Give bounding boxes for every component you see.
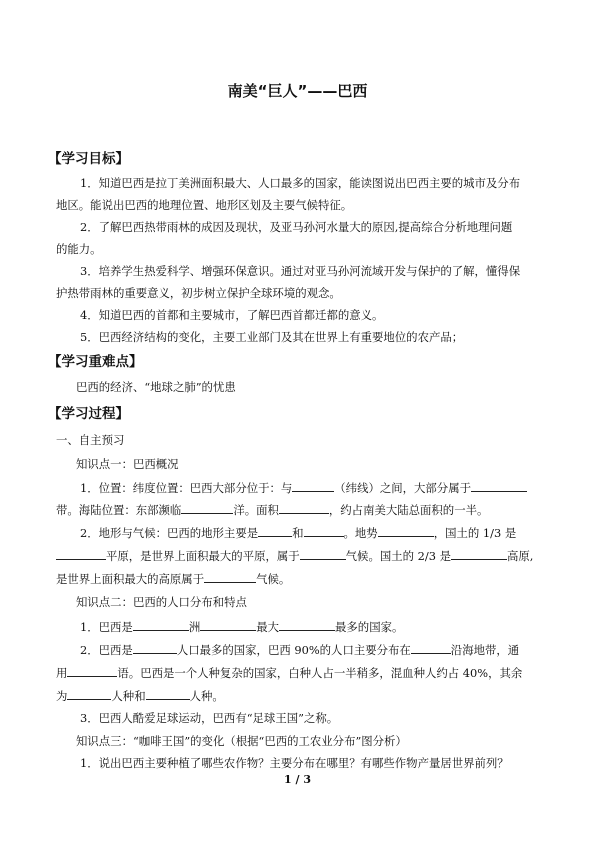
exercise-text: ，国土的 1/3 是 <box>433 526 517 540</box>
exercise-text: 平原，是世界上面积最大的平原，属于 <box>106 549 300 563</box>
fill-blank[interactable] <box>279 619 335 631</box>
exercise-text: 洋。面积 <box>233 503 279 517</box>
exercise-text: 人种。 <box>189 689 224 703</box>
exercise-text: 1．位置：纬度位置：巴西大部分位于：与 <box>80 481 293 495</box>
exercise-text: 和 <box>292 526 304 540</box>
goal-line: 3．培养学生热爱科学、增强环保意识。通过对亚马孙河流域开发与保护的了解，懂得保 <box>80 264 521 278</box>
fill-blank[interactable] <box>451 548 507 560</box>
exercise-line <box>80 480 527 495</box>
exercise-line <box>80 525 516 540</box>
exercise-line <box>80 619 403 634</box>
fill-blank[interactable] <box>304 525 344 537</box>
goal-line: 5．巴西经济结构的变化，主要工业部门及其在世界上有重要地位的农产品； <box>80 330 464 344</box>
fill-blank[interactable] <box>279 502 329 514</box>
fill-blank[interactable] <box>378 525 434 537</box>
exercise-text: 人口最多的国家，巴西 90%的人口主要分布在 <box>176 643 411 657</box>
exercise-text: 2．地形与气候：巴西的地形主要是 <box>80 526 259 540</box>
exercise-line: 3．巴西人酷爱足球运动，巴西有“足球王国”之称。 <box>80 711 339 725</box>
knowledge-point-title: 知识点三：“咖啡王国”的变化（根据“巴西的工农业分布”图分析） <box>76 734 407 748</box>
fill-blank[interactable] <box>300 548 346 560</box>
exercise-line <box>80 642 519 657</box>
section-heading-key-points: 【学习重难点】 <box>48 354 143 370</box>
goal-line: 2．了解巴西热带雨林的成因及现状，及亚马孙河水量大的原因,提高综合分析地理问题 <box>80 220 513 234</box>
fill-blank[interactable] <box>67 665 117 677</box>
exercise-text: 是世界上面积最大的高原属于 <box>56 572 205 586</box>
exercise-text: 语。巴西是一个人种复杂的国家，白种人占一半稍多，混血种人约占 40%，其余 <box>117 666 523 680</box>
exercise-text: 沿海地带，通 <box>450 643 520 657</box>
exercise-line <box>56 571 290 586</box>
exercise-text: （纬线）之间，大部分属于 <box>334 481 471 495</box>
knowledge-point-title: 知识点一：巴西概况 <box>76 457 179 471</box>
exercise-text: 。地势 <box>343 526 378 540</box>
exercise-line: 1．说出巴西主要种植了哪些农作物？主要分布在哪里？有哪些作物产量居世界前列？ <box>80 756 509 770</box>
knowledge-point-title: 知识点二：巴西的人口分布和特点 <box>76 595 247 609</box>
fill-blank[interactable] <box>181 502 233 514</box>
part-title: 一、自主预习 <box>56 433 125 447</box>
fill-blank[interactable] <box>200 619 256 631</box>
goal-line: 护热带雨林的重要意义，初步树立保护全球环境的观念。 <box>56 286 341 300</box>
exercise-line <box>56 665 522 680</box>
exercise-text: 气候。 <box>256 572 291 586</box>
exercise-text: 1．巴西是 <box>80 620 133 634</box>
fill-blank[interactable] <box>258 525 292 537</box>
exercise-text: 最多的国家。 <box>335 620 404 634</box>
exercise-text: 用 <box>56 666 68 680</box>
exercise-line <box>56 502 488 517</box>
exercise-line <box>56 688 224 703</box>
exercise-text: 带。海陆位置：东部濒临 <box>56 503 182 517</box>
fill-blank[interactable] <box>146 688 190 700</box>
exercise-text: 高原, <box>506 549 534 563</box>
key-points-text: 巴西的经济、“地球之肺”的忧患 <box>76 380 236 394</box>
fill-blank[interactable] <box>133 619 189 631</box>
goal-line: 1．知道巴西是拉丁美洲面积最大、人口最多的国家，能读图说出巴西主要的城市及分布 <box>80 176 521 190</box>
goal-line: 地区。能说出巴西的地理位置、地形区划及主要气候特征。 <box>56 198 353 212</box>
fill-blank[interactable] <box>67 688 111 700</box>
goal-line: 4．知道巴西的首都和主要城市，了解巴西首都迁都的意义。 <box>80 308 384 322</box>
page-number: 1 / 3 <box>284 773 311 786</box>
exercise-text: 人种和 <box>111 689 146 703</box>
fill-blank[interactable] <box>56 548 106 560</box>
exercise-text: 2．巴西是 <box>80 643 133 657</box>
goal-line: 的能力。 <box>56 242 102 256</box>
section-heading-process: 【学习过程】 <box>48 406 129 422</box>
exercise-line <box>56 548 533 563</box>
exercise-text: 气候。国土的 2/3 是 <box>345 549 451 563</box>
page-title: 南美“巨人”——巴西 <box>227 82 368 100</box>
section-heading-goals: 【学习目标】 <box>48 151 129 167</box>
exercise-text: 洲 <box>188 620 201 634</box>
exercise-text: 为 <box>56 689 68 703</box>
fill-blank[interactable] <box>471 480 527 492</box>
exercise-text: 最大 <box>256 620 280 634</box>
fill-blank[interactable] <box>292 480 334 492</box>
fill-blank[interactable] <box>133 642 177 654</box>
fill-blank[interactable] <box>204 571 256 583</box>
fill-blank[interactable] <box>411 642 451 654</box>
exercise-text: ，约占南美大陆总面积的一半。 <box>328 503 489 517</box>
